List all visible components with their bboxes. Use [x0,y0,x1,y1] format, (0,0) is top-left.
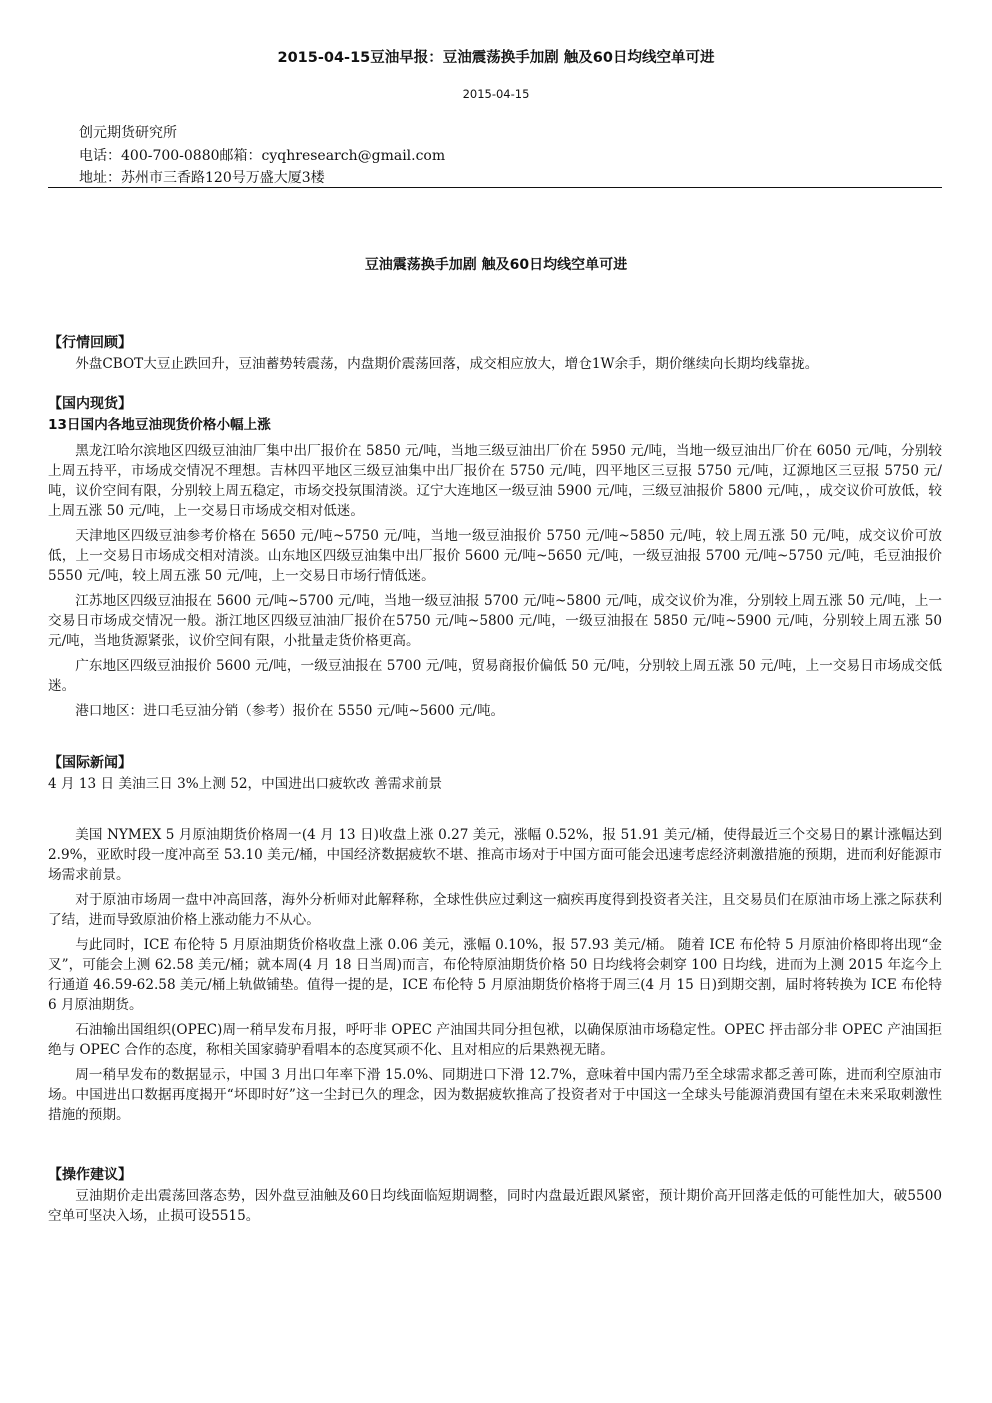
report-date: 2015-04-15 [462,87,530,101]
advice-paragraph: 豆油期价走出震荡回落态势，因外盘豆油触及60日均线面临短期调整，同时内盘最近跟风紧密，预计期价高开回落走低的可能性加大，破5500空单可坚决入场，止损可设5515。 [48,1188,942,1224]
section-heading-domestic: 【国内现货】 [48,396,132,412]
domestic-paragraph: 黑龙江哈尔滨地区四级豆油油厂集中出厂报价在 5850 元/吨，当地三级豆油出厂价在 5950 元/吨，当地一级豆油出厂价在 6050 元/吨，分别较上周五持平，市场成交情况不理想。吉林四平地区三级豆油集中出厂报价在 5750 元/吨，四平地区三豆报 5750 元/吨，辽源地区三豆报 5750 元/吨，议价空间有限，分别较上周五稳定，市场交投氛围清淡。辽宁大连地区一级豆油 5900 元/吨，三级豆油报价 5800 元/吨，，成交议价可放低，较上周五涨 50 元/吨，上一交易日市场成交相对低迷。 [48,443,942,519]
article-title: 豆油震荡换手加剧 触及60日均线空单可进 [364,257,628,273]
intl-paragraph: 周一稍早发布的数据显示，中国 3 月出口年率下滑 15.0%、同期进口下滑 12.7%，意味着中国内需乃至全球需求都乏善可陈，进而利空原油市场。中国进出口数据再度揭开“坏即时好”这一尘封已久的理念，因为数据疲软推高了投资者对于中国这一全球头号能源消费国有望在未来采取刺激性措施的预期。 [48,1067,942,1123]
domestic-paragraph: 天津地区四级豆油参考价格在 5650 元/吨~5750 元/吨，当地一级豆油报价 5750 元/吨~5850 元/吨，较上周五涨 50 元/吨，成交议价可放低，上一交易日市场成交相对清淡。山东地区四级豆油集中出厂报价 5600 元/吨~5650 元/吨，一级豆油报 5700 元/吨~5750 元/吨，毛豆油报价 5550 元/吨，较上周五涨 50 元/吨，上一交易日市场行情低迷。 [48,528,942,584]
intl-paragraph: 石油输出国组织(OPEC)周一稍早发布月报，呼吁非 OPEC 产油国共同分担包袱，以确保原油市场稳定性。OPEC 抨击部分非 OPEC 产油国拒绝与 OPEC 合作的态度，称相关国家骑驴看唱本的态度冥顽不化、且对相应的后果熟视无睹。 [48,1022,942,1058]
article-body [48,332,942,1231]
report-header-title: 2015-04-15豆油早报：豆油震荡换手加剧 触及60日均线空单可进 [277,50,715,66]
intl-paragraph: 与此同时，ICE 布伦特 5 月原油期货价格收盘上涨 0.06 美元，涨幅 0.10%，报 57.93 美元/桶。 随着 ICE 布伦特 5 月原油价格即将出现“金叉”，可能会上测 62.58 美元/桶；就本周(4 月 18 日当周)而言，布伦特原油期货价格 50 日均线将会刺穿 100 日均线，进而为上测 2015 年迄今上行通道 46.59-62.58 美元/桶上轨做铺垫。值得一提的是，ICE 布伦特 5 月原油期货价格将于周三(4 月 15 日)到期交割，届时将转换为 ICE 布伦特 6 月原油期货。 [48,937,942,1013]
org-contact: 电话：400-700-0880邮箱：cyqhresearch@gmail.com [79,147,446,164]
header-divider [48,187,942,188]
org-address: 地址：苏州市三香路120号万盛大厦3楼 [79,170,325,186]
domestic-paragraph: 广东地区四级豆油报价 5600 元/吨，一级豆油报在 5700 元/吨，贸易商报价偏低 50 元/吨，分别较上周五涨 50 元/吨，上一交易日市场成交低迷。 [48,658,942,694]
domestic-paragraph: 江苏地区四级豆油报在 5600 元/吨~5700 元/吨，当地一级豆油报 5700 元/吨~5800 元/吨，成交议价为准，分别较上周五涨 50 元/吨，上一交易日市场成交情况一般。浙江地区四级豆油油厂报价在5750 元/吨~5800 元/吨，一级豆油报在 5850 元/吨~5900 元/吨，分别较上周五涨 50 元/吨，当地货源紧张，议价空间有限，小批量走货价格更高。 [48,593,942,649]
org-name: 创元期货研究所 [79,125,177,141]
section-heading-review: 【行情回顾】 [48,335,132,351]
domestic-paragraph: 港口地区：进口毛豆油分销（参考）报价在 5550 元/吨~5600 元/吨。 [75,703,505,719]
intl-paragraph: 美国 NYMEX 5 月原油期货价格周一(4 月 13 日)收盘上涨 0.27 美元，涨幅 0.52%，报 51.91 美元/桶，使得最近三个交易日的累计涨幅达到 2.9%，亚欧时段一度冲高至 53.10 美元/桶，中国经济数据疲软不堪、推高市场对于中国方面可能会迅速考虑经济刺激措施的预期，进而利好能源市场需求前景。 [48,827,942,883]
organization-block [79,122,445,190]
section-heading-intl: 【国际新闻】 [48,755,132,771]
domestic-subheading: 13日国内各地豆油现货价格小幅上涨 [48,417,271,433]
intl-paragraph: 对于原油市场周一盘中冲高回落，海外分析师对此解释称，全球性供应过剩这一痼疾再度得到投资者关注，且交易员们在原油市场上涨之际获利了结，进而导致原油价格上涨动能力不从心。 [48,892,942,928]
section-heading-advice: 【操作建议】 [48,1167,132,1183]
review-paragraph: 外盘CBOT大豆止跌回升，豆油蓄势转震荡，内盘期价震荡回落，成交相应放大，增仓1W余手，期价继续向长期均线靠拢。 [75,356,819,372]
intl-dateline: 4 月 13 日 美油三日 3%上测 52，中国进出口疲软改 善需求前景 [48,776,443,792]
